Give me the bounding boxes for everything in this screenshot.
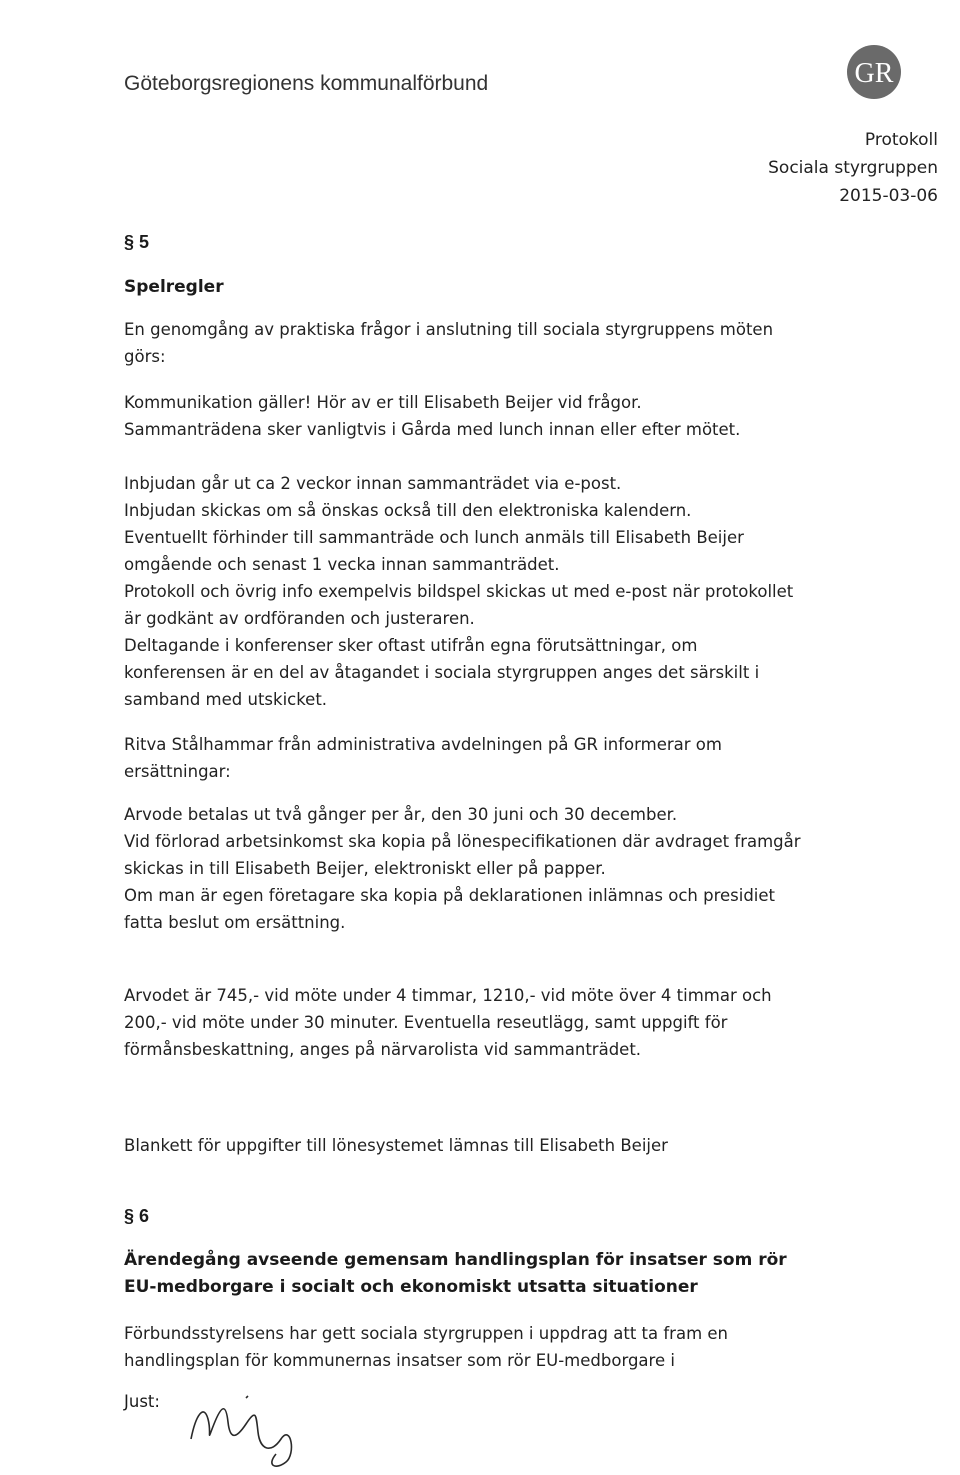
group-name: Sociala styrgruppen (768, 158, 938, 178)
arvodet-paragraph: Arvodet är 745,- vid möte under 4 timmar, 1210,- vid möte över 4 timmar och 200,- vid möte under 30 minuter. Eventuella reseutlägg, samt uppgift för förmånsbeskattning, anges på närvarolista vid sammanträdet. (124, 986, 772, 1059)
section-6-text: Förbundsstyrelsens har gett sociala styrgruppen i uppdrag att ta fram en handlingsplan för kommunernas insatser som rör EU-medborgare i (124, 1324, 728, 1370)
section-5-number: § 5 (124, 232, 150, 252)
compensation-line: Om man är egen företagare ska kopia på deklarationen inlämnas och presidiet fatta beslut om ersättning. (124, 886, 776, 932)
blankett-paragraph: Blankett för uppgifter till lönesystemet lämnas till Elisabeth Beijer (124, 1136, 668, 1155)
organization-name: Göteborgsregionens kommunalförbund (124, 72, 489, 95)
document-date: 2015-03-06 (839, 186, 938, 206)
compensation-line: Arvode betalas ut två gånger per år, den 30 juni och 30 december. (124, 805, 678, 824)
doc-type: Protokoll (864, 130, 938, 150)
rules-line: Kommunikation gäller! Hör av er till Elisabeth Beijer vid frågor. (124, 393, 642, 412)
signature-icon (186, 1384, 306, 1474)
section-5-intro: En genomgång av praktiska frågor i anslutning till sociala styrgruppens möten görs: (124, 320, 774, 366)
gr-logo-icon (846, 44, 902, 100)
section-5-title: Spelregler (124, 277, 224, 297)
document-meta (768, 126, 938, 210)
compensation-line: Vid förlorad arbetsinkomst ska kopia på lönespecifikationen där avdraget framgår skickas in till Elisabeth Beijer, elektroniskt eller på papper. (124, 832, 801, 878)
rules-line: Inbjudan går ut ca 2 veckor innan sammanträdet via e-post. (124, 474, 622, 493)
rules-line: Deltagande i konferenser sker oftast utifrån egna förutsättningar, om konferensen är en del av åtagandet i sociala styrgruppen anges det särskilt i samband med utskicket. (124, 636, 760, 709)
section-6-number: § 6 (124, 1206, 150, 1226)
justering-label: Just: (124, 1392, 160, 1411)
rules-line: Eventuellt förhinder till sammanträde och lunch anmäls till Elisabeth Beijer omgående och senast 1 vecka innan sammanträdet. (124, 528, 744, 574)
rules-line: Inbjudan skickas om så önskas också till den elektroniska kalendern. (124, 501, 692, 520)
section-6-title: Ärendegång avseende gemensam handlingsplan för insatser som rör EU-medborgare i socialt och ekonomiskt utsatta situationer (124, 1250, 787, 1297)
svg-text:GR: GR (854, 58, 894, 89)
rules-line: Sammanträdena sker vanligtvis i Gårda med lunch innan eller efter mötet. (124, 420, 741, 439)
rules-line: Protokoll och övrig info exempelvis bildspel skickas ut med e-post när protokollet är godkänt av ordföranden och justeraren. (124, 582, 794, 628)
ritva-paragraph: Ritva Stålhammar från administrativa avdelningen på GR informerar om ersättningar: (124, 735, 722, 781)
